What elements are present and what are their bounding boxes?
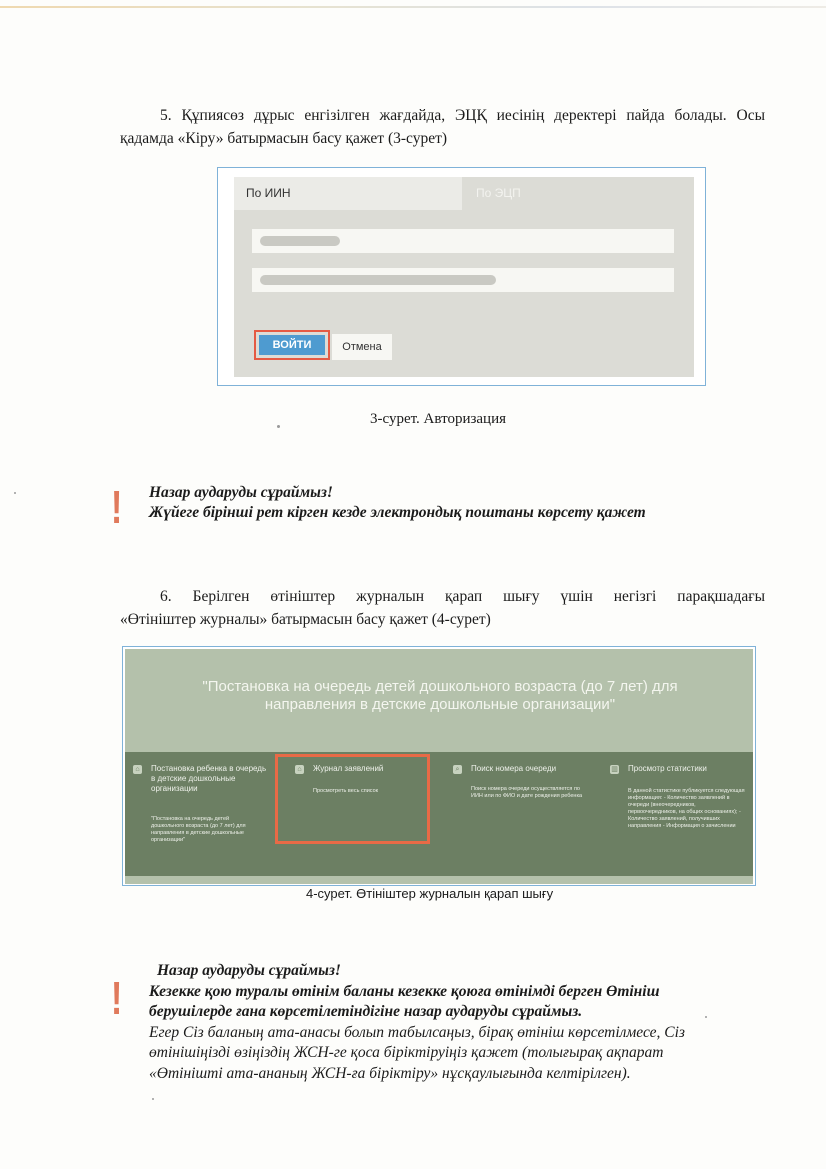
- paragraph-step-5-rest: қадамда «Кіру» батырмасын басу қажет (3-сурет): [120, 130, 448, 147]
- blurred-value: [260, 236, 340, 246]
- exclamation-icon: !: [110, 972, 123, 1024]
- paragraph-step-6-rest: «Өтініштер журналы» батырмасын басу қажет (4-сурет): [120, 611, 491, 628]
- figure-authorization: [217, 167, 706, 386]
- tile-description: В данной статистике публикуется следующая информация: - Количество заявлений в очереди (внеочередников, первоочередников, на общих основаниях); - Количество заявлений, получивших направления - Информация о зачислении: [628, 788, 745, 829]
- scan-edge-line: [0, 6, 826, 8]
- scan-speck: [14, 492, 16, 494]
- cancel-button[interactable]: Отмена: [332, 334, 392, 360]
- service-banner: [125, 649, 753, 752]
- tile-description: "Постановка на очередь детей дошкольного возраста (до 7 лет) для направления в детские дошкольные организации": [151, 816, 246, 843]
- tile-title: Поиск номера очереди: [471, 764, 557, 773]
- login-button[interactable]: ВОЙТИ: [259, 335, 325, 355]
- note-2-bold-text: Кезекке қою туралы өтінім баланы кезекке қоюға өтінімді берген Өтініш берушілерде ғана көрсетілетіндігіне назар аударуды сұраймыз.: [149, 982, 660, 1020]
- search-icon: ⌕: [453, 765, 462, 774]
- blurred-value: [260, 275, 496, 285]
- attention-note-2: [149, 961, 729, 1084]
- journal-tile-highlight: [275, 754, 430, 844]
- tile-title: Журнал заявлений: [313, 764, 384, 773]
- paragraph-step-6-lead: 6. Берілген өтініштер журналын қарап шығу үшін негізгі парақшадағы: [160, 588, 765, 605]
- banner-title: "Постановка на очередь детей дошкольного возраста (до 7 лет) для направления в детские дошкольные организации": [202, 678, 678, 713]
- scan-speck: [152, 1098, 154, 1100]
- scan-speck: [277, 425, 280, 428]
- figure-application-journal: [122, 646, 756, 886]
- tile-description: Поиск номера очереди осуществляется по ИИН или по ФИО и дате рождения ребенка: [471, 786, 583, 799]
- attention-note-1: [149, 483, 646, 523]
- scan-speck: [705, 1016, 707, 1018]
- tile-title: Постановка ребенка в очередь в детские дошкольные организации: [151, 764, 267, 793]
- building-icon: ⌂: [295, 765, 304, 774]
- paragraph-step-6: [120, 585, 765, 631]
- note-1-text: Жүйеге бірінші рет кірген кезде электрондық поштаны көрсету қажет: [149, 504, 646, 521]
- figure-3-caption: 3-сурет. Авторизация: [370, 411, 507, 427]
- note-2-text: Егер Сіз баланың ата-анасы болып табылсаңыз, бірақ өтініш көрсетілмесе, Сіз өтінішіңізді өзіңіздің ЖСН-ге қоса біріктіруіңіз қажет (толығырақ ақпарат «Өтінішті ата-ананың ЖСН-ға біріктіру» нұсқаулығында келтірілген).: [149, 1023, 685, 1082]
- note-2-title: Назар аударуды сұраймыз!: [157, 962, 341, 979]
- building-icon: ⌂: [133, 765, 142, 774]
- iin-field[interactable]: [252, 229, 674, 253]
- tile-description: Просмотреть весь список: [313, 788, 379, 794]
- tab-by-iin[interactable]: По ИИН: [234, 177, 462, 210]
- tile-title: Просмотр статистики: [628, 764, 707, 773]
- login-panel: [234, 177, 694, 377]
- note-1-title: Назар аударуды сұраймыз!: [149, 484, 333, 501]
- service-tiles-row: [125, 752, 753, 876]
- banner-footer-strip: [125, 876, 753, 884]
- tab-by-ecp[interactable]: По ЭЦП: [476, 186, 521, 200]
- paragraph-step-5-lead: 5. Құпиясөз дұрыс енгізілген жағдайда, ЭЦҚ иесінің деректері пайда болады. Осы: [160, 107, 765, 124]
- figure-4-caption: 4-сурет. Өтініштер журналын қарап шығу: [306, 886, 554, 901]
- name-field[interactable]: [252, 268, 674, 292]
- exclamation-icon: !: [110, 481, 123, 533]
- chart-icon: ▥: [611, 766, 618, 773]
- login-button-highlight: [254, 330, 330, 360]
- paragraph-step-5: [120, 104, 765, 150]
